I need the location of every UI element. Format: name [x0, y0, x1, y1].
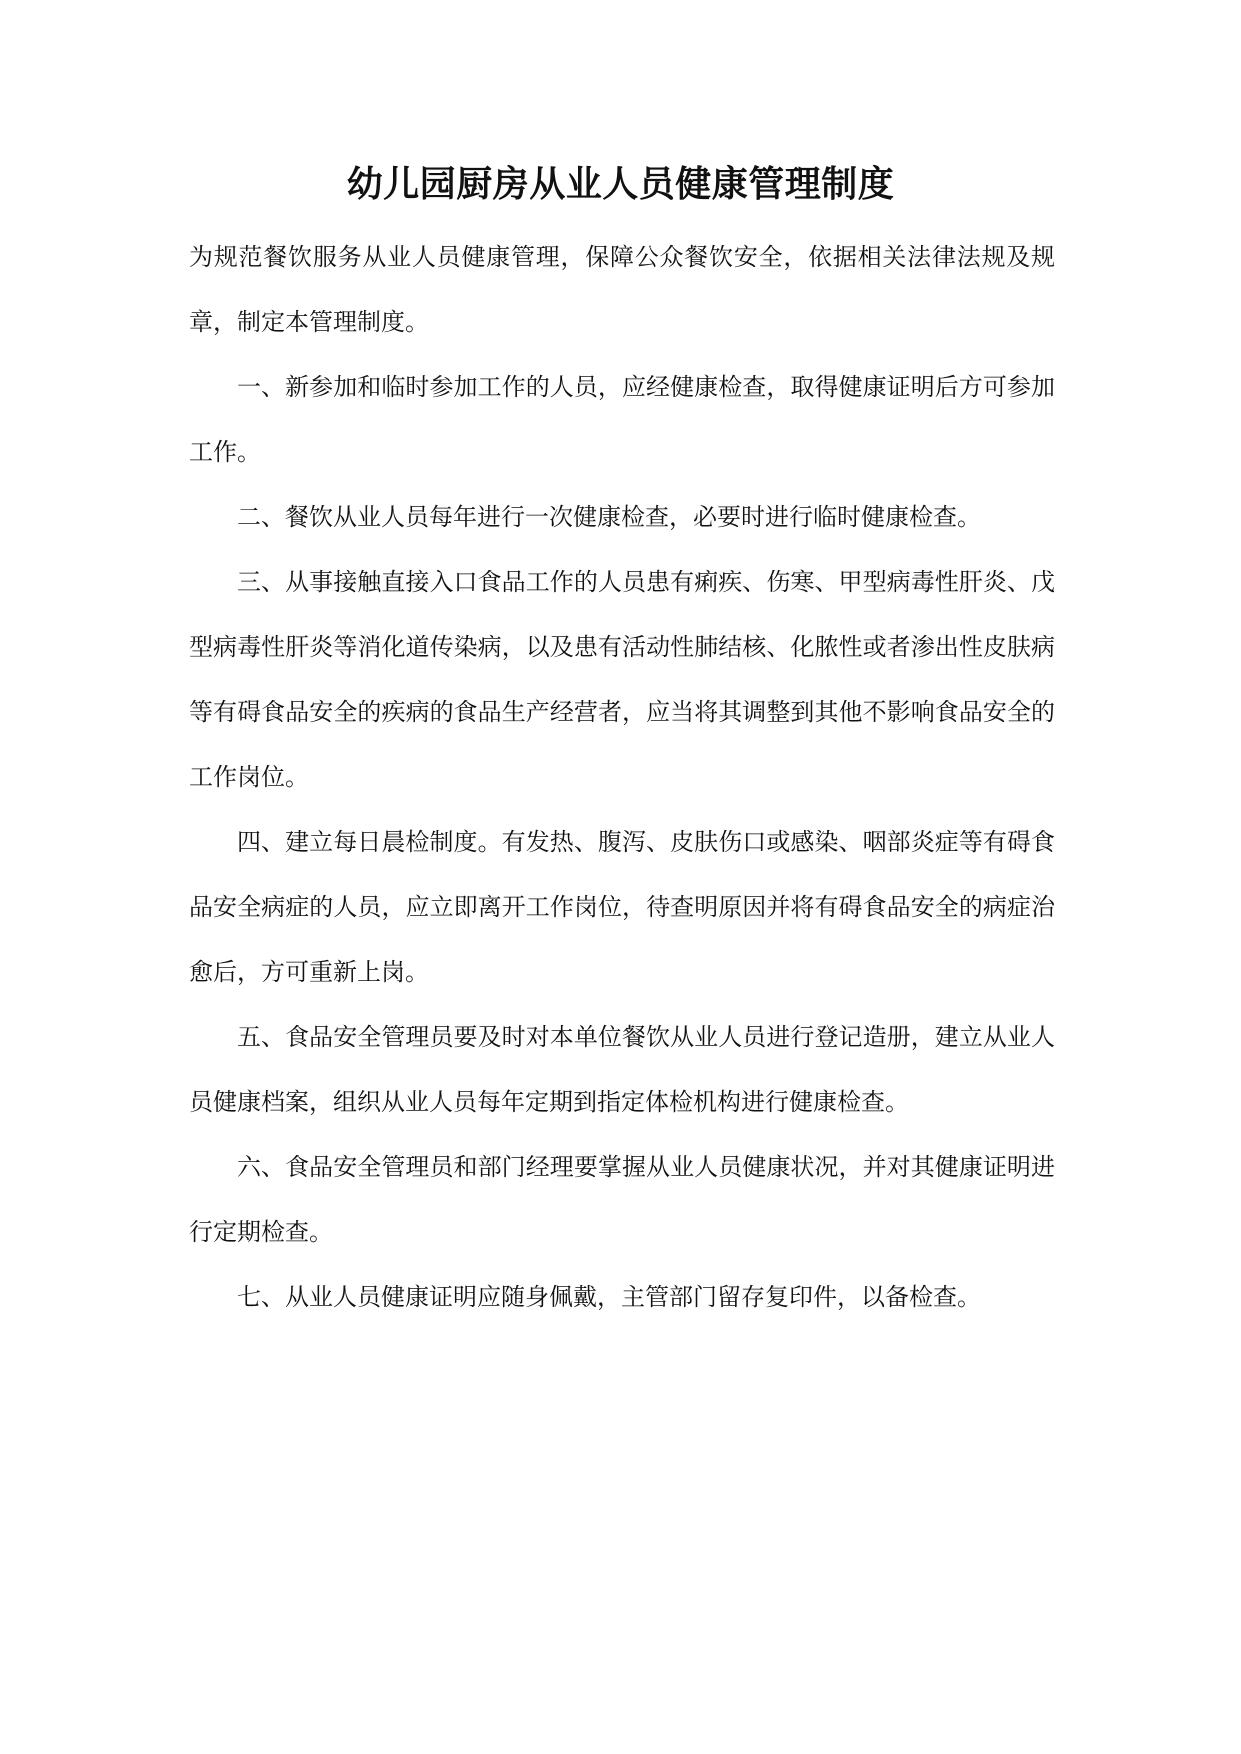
- clause-5: 五、食品安全管理员要及时对本单位餐饮从业人员进行登记造册，建立从业人员健康档案，组织从业人员每年定期到指定体检机构进行健康检查。: [189, 1023, 1055, 1116]
- clause-2: 二、餐饮从业人员每年进行一次健康检查，必要时进行临时健康检查。: [237, 503, 981, 531]
- document-title: 幼儿园厨房从业人员健康管理制度: [346, 163, 895, 205]
- clause-4: 四、建立每日晨检制度。有发热、腹泻、皮肤伤口或感染、咽部炎症等有碍食品安全病症的人员，应立即离开工作岗位，待查明原因并将有碍食品安全的病症治愈后，方可重新上岗。: [189, 828, 1055, 986]
- document-body: [189, 225, 1055, 1330]
- clause-3: 三、从事接触直接入口食品工作的人员患有痢疾、伤寒、甲型病毒性肝炎、戊型病毒性肝炎等消化道传染病，以及患有活动性肺结核、化脓性或者渗出性皮肤病等有碍食品安全的疾病的食品生产经营者，应当将其调整到其他不影响食品安全的工作岗位。: [189, 568, 1055, 791]
- clause-1: 一、新参加和临时参加工作的人员，应经健康检查，取得健康证明后方可参加工作。: [189, 373, 1055, 466]
- intro-paragraph: 为规范餐饮服务从业人员健康管理，保障公众餐饮安全，依据相关法律法规及规章，制定本管理制度。: [189, 243, 1055, 336]
- clause-7: 七、从业人员健康证明应随身佩戴，主管部门留存复印件，以备检查。: [237, 1283, 981, 1311]
- clause-6: 六、食品安全管理员和部门经理要掌握从业人员健康状况，并对其健康证明进行定期检查。: [189, 1153, 1055, 1246]
